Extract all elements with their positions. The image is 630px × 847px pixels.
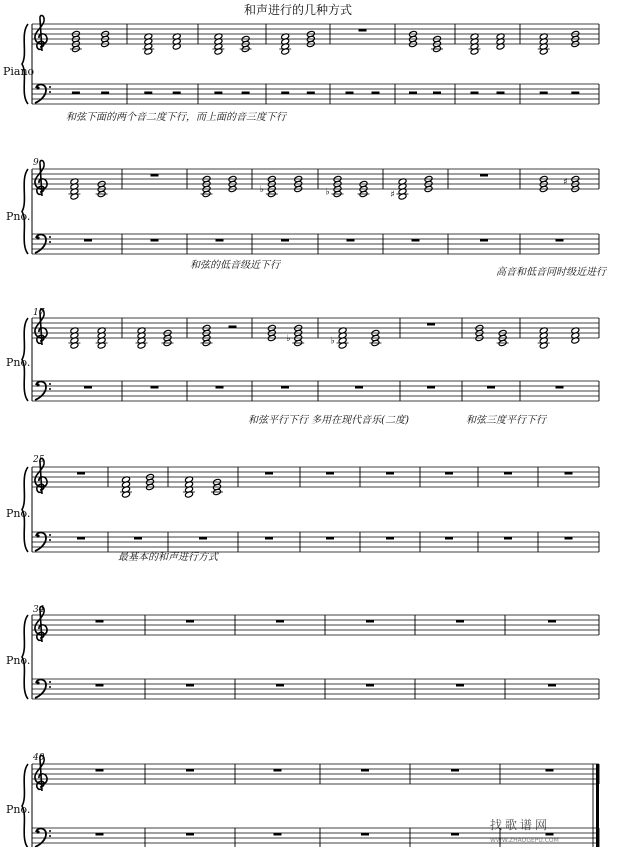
instrument-label-full: Piano <box>3 65 35 78</box>
measure-number: 25 <box>33 455 45 465</box>
whole-rest <box>265 472 273 475</box>
annotation-text: 和弦的低音级近下行 <box>190 260 280 271</box>
whole-rest <box>151 174 159 177</box>
flat-icon: ♭ <box>325 187 330 198</box>
whole-rest <box>451 769 459 772</box>
whole-rest <box>412 239 420 242</box>
whole-rest <box>186 769 194 772</box>
watermark-subtext: WWW.ZHAOGEPU.COM <box>490 837 559 844</box>
whole-rest <box>96 769 104 772</box>
whole-rest <box>265 537 273 540</box>
staff-system <box>22 606 599 699</box>
whole-rest <box>186 833 194 836</box>
whole-rest <box>456 684 464 687</box>
whole-rest <box>281 386 289 389</box>
whole-rest <box>480 174 488 177</box>
whole-rest <box>326 472 334 475</box>
annotation-text: 和弦三度平行下行 <box>466 415 546 426</box>
whole-rest <box>359 29 367 32</box>
staff-system <box>22 15 599 104</box>
half-rest <box>72 92 80 95</box>
bass-clef-dot <box>36 236 39 239</box>
whole-rest <box>427 386 435 389</box>
whole-rest <box>386 472 394 475</box>
whole-rest <box>366 684 374 687</box>
whole-rest <box>504 537 512 540</box>
half-rest <box>433 92 441 95</box>
whole-rest <box>77 472 85 475</box>
flat-icon: ♭ <box>286 334 291 344</box>
half-rest <box>571 92 579 95</box>
whole-rest <box>565 472 573 475</box>
whole-rest <box>565 537 573 540</box>
bass-clef-dot <box>49 91 51 93</box>
bass-clef-dot <box>36 830 39 833</box>
annotation-text: 和弦平行下行 多用在现代音乐(二度) <box>248 415 409 426</box>
whole-rest <box>216 239 224 242</box>
whole-rest <box>96 620 104 623</box>
whole-rest <box>96 833 104 836</box>
whole-rest <box>186 620 194 623</box>
chord <box>496 33 505 50</box>
whole-rest <box>77 537 85 540</box>
half-rest <box>497 92 505 95</box>
measure-number: 9 <box>33 158 39 168</box>
whole-rest <box>548 620 556 623</box>
annotation-text: 和弦下面的两个音二度下行，而上面的音三度下行 <box>66 112 286 123</box>
instrument-label-short: Pno. <box>6 507 31 520</box>
whole-rest <box>326 537 334 540</box>
whole-rest <box>84 239 92 242</box>
whole-rest <box>487 386 495 389</box>
whole-rest <box>134 537 142 540</box>
whole-rest <box>548 684 556 687</box>
staff-system <box>22 160 599 254</box>
watermark-text: 找歌谱网 <box>490 818 551 832</box>
half-rest <box>101 92 109 95</box>
bass-clef-dot <box>49 241 51 243</box>
bass-clef-dot <box>49 86 51 88</box>
bass-clef-dot <box>36 383 39 386</box>
staff-system <box>22 309 599 401</box>
instrument-label-short: Pno. <box>6 803 31 816</box>
whole-rest <box>546 833 554 836</box>
chord <box>172 33 181 50</box>
bass-clef-dot <box>49 388 51 390</box>
flat-icon: ♭ <box>259 185 265 195</box>
bass-clef-dot <box>36 534 39 537</box>
whole-rest <box>361 769 369 772</box>
flat-icon: ♭ <box>330 336 335 347</box>
measure-number: 40 <box>33 753 45 763</box>
half-rest <box>214 92 222 95</box>
final-barline <box>596 764 599 847</box>
half-rest <box>281 92 289 95</box>
whole-rest <box>456 620 464 623</box>
measure-number: 34 <box>33 605 45 615</box>
half-rest <box>173 92 181 95</box>
whole-rest <box>151 239 159 242</box>
whole-rest <box>347 239 355 242</box>
whole-rest <box>274 833 282 836</box>
whole-rest <box>186 684 194 687</box>
half-rest <box>372 92 380 95</box>
whole-rest <box>361 833 369 836</box>
bass-clef-dot <box>49 681 51 683</box>
bass-clef-dot <box>49 236 51 238</box>
half-rest <box>144 92 152 95</box>
sharp-icon: ♯ <box>563 177 568 188</box>
instrument-label-short: Pno. <box>6 654 31 667</box>
bass-clef-dot <box>36 681 39 684</box>
whole-rest <box>480 239 488 242</box>
whole-rest <box>445 537 453 540</box>
treble-clef-icon <box>35 15 47 51</box>
bass-clef-dot <box>36 86 39 89</box>
annotation-text: 高音和低音同时级近进行 <box>496 267 606 278</box>
staff-system <box>22 458 599 552</box>
whole-rest <box>276 620 284 623</box>
bass-clef-dot <box>49 534 51 536</box>
bass-clef-dot <box>49 830 51 832</box>
chord <box>571 327 580 344</box>
chord <box>331 327 349 349</box>
whole-rest <box>366 620 374 623</box>
half-rest <box>409 92 417 95</box>
whole-rest <box>281 239 289 242</box>
bass-clef-dot <box>49 383 51 385</box>
score-title: 和声进行的几种方式 <box>243 3 353 17</box>
bass-clef-dot <box>49 686 51 688</box>
instrument-label-short: Pno. <box>6 210 31 223</box>
measure-number: 17 <box>33 308 45 318</box>
half-rest <box>307 92 315 95</box>
instrument-label-short: Pno. <box>6 356 31 369</box>
whole-rest <box>274 769 282 772</box>
bass-clef-dot <box>49 835 51 837</box>
half-rest <box>346 92 354 95</box>
half-rest <box>540 92 548 95</box>
whole-rest <box>451 833 459 836</box>
whole-rest <box>96 684 104 687</box>
whole-rest <box>556 239 564 242</box>
whole-rest <box>504 472 512 475</box>
sharp-icon: ♯ <box>390 190 395 200</box>
whole-rest <box>556 386 564 389</box>
half-rest <box>229 326 237 329</box>
annotation-text: 最基本的和声进行方式 <box>118 552 218 563</box>
whole-rest <box>445 472 453 475</box>
whole-rest <box>151 386 159 389</box>
half-rest <box>242 92 250 95</box>
whole-rest <box>199 537 207 540</box>
whole-rest <box>84 386 92 389</box>
half-rest <box>471 92 479 95</box>
whole-rest <box>216 386 224 389</box>
whole-rest <box>386 537 394 540</box>
whole-rest <box>546 769 554 772</box>
whole-rest <box>427 323 435 326</box>
whole-rest <box>355 386 363 389</box>
bass-clef-dot <box>49 539 51 541</box>
staff-systems <box>22 15 599 847</box>
brace-icon <box>22 24 28 104</box>
staff-system <box>22 755 599 847</box>
whole-rest <box>276 684 284 687</box>
